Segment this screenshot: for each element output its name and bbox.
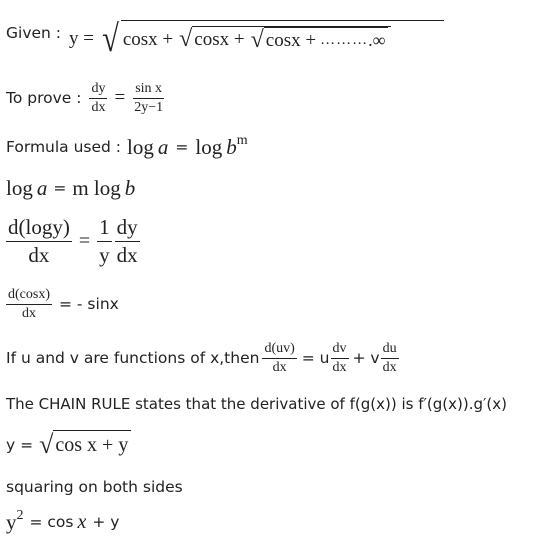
du-dx-fraction: $\frac{du}{dx}$: [382, 340, 397, 375]
one-over-y-fraction: $\frac{1}{y}$: [99, 214, 110, 267]
y-equals-sqrt-line: y = √ cos x + y: [6, 428, 131, 462]
given-term-3: cosx +: [265, 29, 317, 51]
y-eq-radical: √ cos x + y: [39, 430, 131, 460]
product-rule-line: If u and v are functions of x,then $\frac{d(uv)}{dx}$ = u $\frac{dv}{dx}$ + v $\frac{du}{dx}$: [6, 340, 397, 375]
dy-dx-fraction-2: $\frac{dy}{dx}$: [116, 214, 138, 267]
d-cosx-dx-fraction: $\frac{d(\cos x)}{dx}$: [8, 286, 50, 321]
sinx-over-2y-1-fraction: $\frac{\text{sin x}}{2y-1}$: [134, 80, 164, 115]
derivative-cos-line: $\frac{d(\cos x)}{dx}$ = - sinx: [8, 286, 119, 321]
given-line: [6, 17, 444, 61]
given-radical-3: √ cosx + ……… .∞: [251, 27, 389, 54]
squaring-text: squaring on both sides: [6, 478, 183, 496]
chain-rule-text: The CHAIN RULE states that the derivative of f(g(x)) is f′(g(x)).g′(x): [6, 395, 507, 413]
formula-used-label: Formula used :: [6, 138, 122, 156]
derivative-log-line: $\frac{d(\log y)}{dx}$ = $\frac{1}{y}$ $\frac{dy}{dx}$: [8, 214, 138, 267]
given-lhs: y =: [69, 28, 94, 49]
dy-dx-fraction: $\frac{dy}{dx}$: [91, 80, 106, 115]
dv-dx-fraction: $\frac{dv}{dx}$: [332, 340, 347, 375]
log-rule-line: log a = m log b: [6, 175, 136, 200]
infinity-symbol: .∞: [368, 30, 386, 50]
given-label: Given :: [6, 24, 61, 42]
given-radical-2: √ cosx + √ cosx + ……… .∞: [179, 26, 391, 54]
to-prove-label: To prove :: [6, 89, 82, 107]
formula-used-line: Formula used : log a = log b m: [6, 133, 248, 159]
given-term-1: cosx +: [122, 28, 174, 50]
squaring-line: [6, 476, 183, 498]
chain-rule-line: [6, 393, 507, 415]
given-outer-radical: √ cosx + √ cosx + √ cosx + ……… .∞: [100, 20, 444, 58]
d-uv-dx-fraction: $\frac{d(uv)}{dx}$: [264, 340, 295, 375]
given-dots: ………: [320, 32, 369, 48]
given-term-2: cosx +: [194, 29, 245, 50]
product-rule-text: If u and v are functions of x,then: [6, 349, 260, 367]
to-prove-line: To prove : $\frac{dy}{dx}$ = $\frac{\text{sin x}}{2y-1}$: [6, 80, 164, 115]
y-squared-line: y 2 = cos x + y: [6, 508, 120, 534]
d-logy-dx-fraction: $\frac{d(\log y)}{dx}$: [8, 214, 70, 267]
